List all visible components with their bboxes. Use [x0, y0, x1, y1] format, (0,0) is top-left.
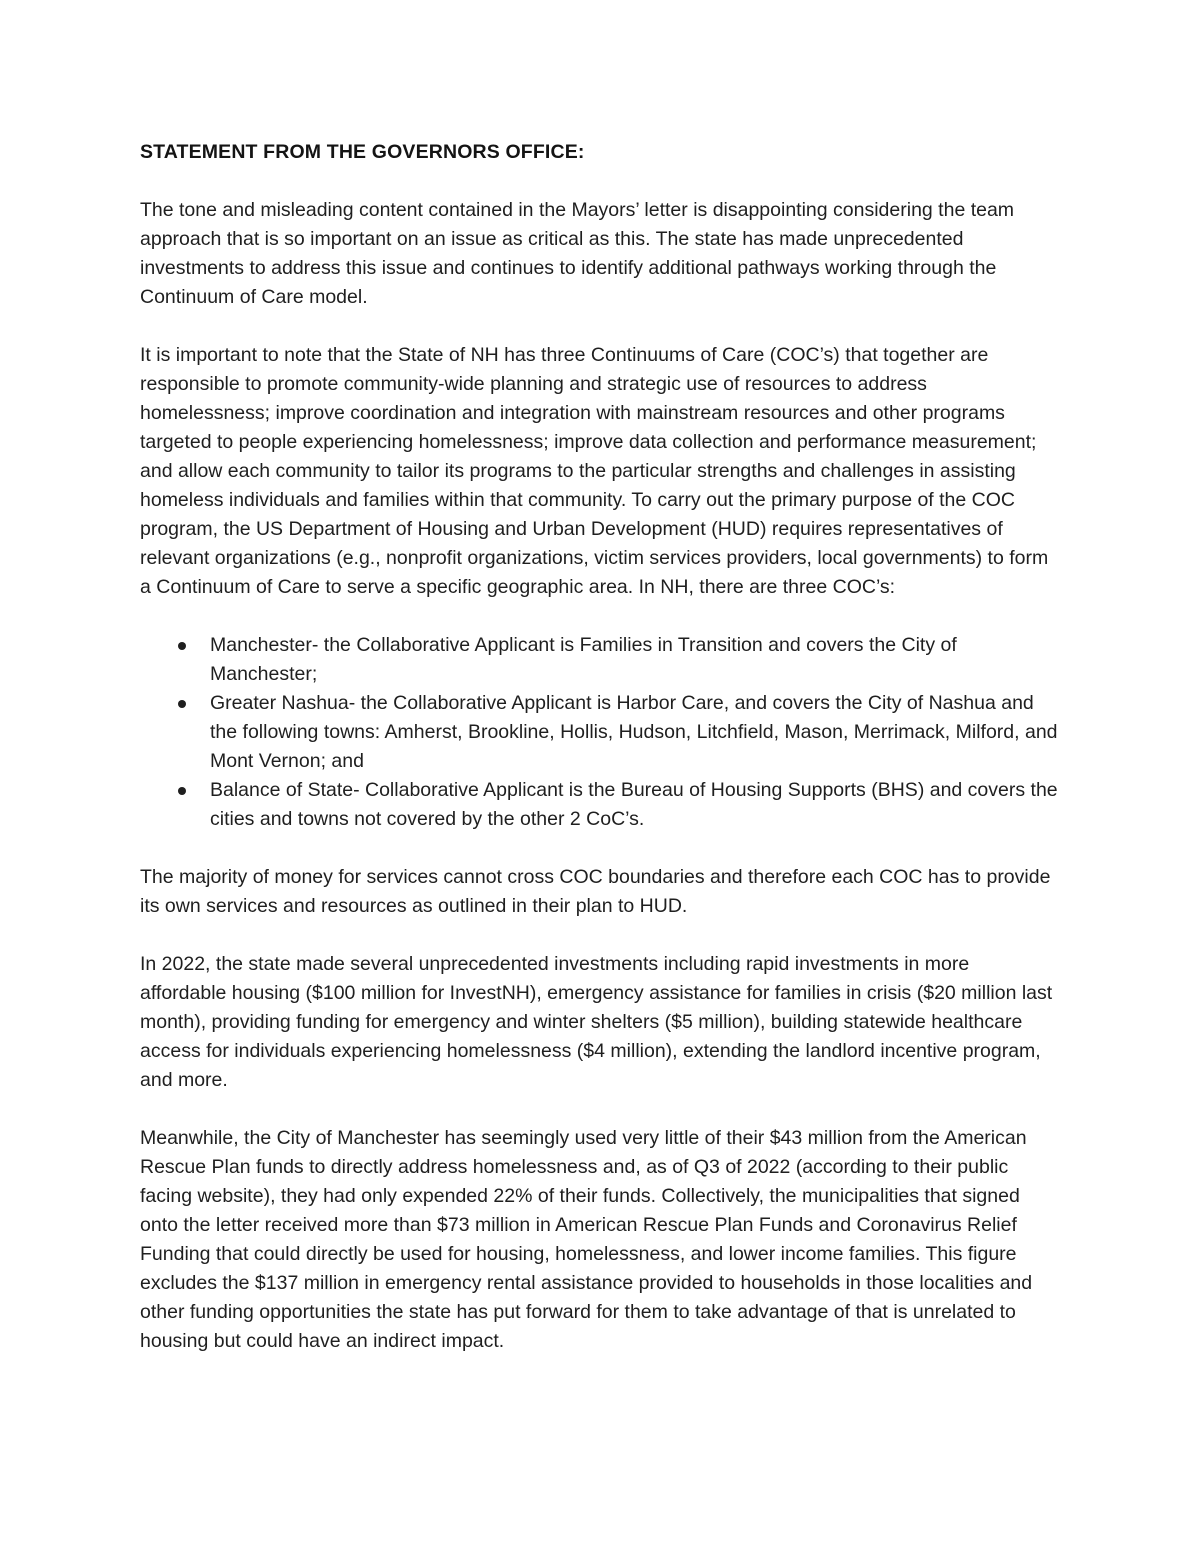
list-item-label: Balance of State- Collaborative Applicant is the Bureau of Housing Supports (BHS) and covers the cities and towns not covered by the other 2 CoC’s.	[210, 779, 1058, 830]
paragraph-manchester-funds: Meanwhile, the City of Manchester has seemingly used very little of their $43 million from the American Rescue Plan funds to directly address homelessness and, as of Q3 of 2022 (according to their public facing website), they had only expended 22% of their funds. Collectively, the municipalities that signed onto the letter received more than $73 million in American Rescue Plan Funds and Coronavirus Relief Funding that could directly be used for housing, homelessness, and lower income families. This figure excludes the $137 million in emergency rental assistance provided to households in those localities and other funding opportunities the state has put forward for them to take advantage of that is unrelated to housing but could have an indirect impact.	[140, 1127, 1033, 1352]
document-body	[140, 138, 1060, 1356]
paragraph-coc-overview: It is important to note that the State of NH has three Continuums of Care (COC’s) that together are responsible to promote community-wide planning and strategic use of resources to address homelessness; improve coordination and integration with mainstream resources and other programs targeted to people experiencing homelessness; improve data collection and performance measurement; and allow each community to tailor its programs to the particular strengths and challenges in assisting homeless individuals and families within that community. To carry out the primary purpose of the COC program, the US Department of Housing and Urban Development (HUD) requires representatives of relevant organizations (e.g., nonprofit organizations, victim services providers, local governments) to form a Continuum of Care to serve a specific geographic area. In NH, there are three COC’s:	[140, 344, 1049, 598]
coc-list	[140, 631, 1060, 834]
list-item-label: Greater Nashua- the Collaborative Applicant is Harbor Care, and covers the City of Nashua and the following towns: Amherst, Brookline, Hollis, Hudson, Litchfield, Mason, Merrimack, Milford, and Mont Vernon; and	[210, 692, 1058, 772]
bullet-icon	[178, 700, 186, 708]
paragraph-intro: The tone and misleading content contained in the Mayors’ letter is disappointing considering the team approach that is so important on an issue as critical as this. The state has made unprecedented investments to address this issue and continues to identify additional pathways working through the Continuum of Care model.	[140, 199, 1015, 308]
list-item	[140, 776, 1060, 834]
paragraph-2022-investments: In 2022, the state made several unprecedented investments including rapid investments in more affordable housing ($100 million for InvestNH), emergency assistance for families in crisis ($20 million last month), providing funding for emergency and winter shelters ($5 million), building statewide healthcare access for individuals experiencing homelessness ($4 million), extending the landlord incentive program, and more.	[140, 953, 1053, 1091]
page-title: STATEMENT FROM THE GOVERNORS OFFICE:	[140, 141, 585, 163]
bullet-icon	[178, 787, 186, 795]
list-item	[140, 689, 1060, 776]
list-item-label: Manchester- the Collaborative Applicant is Families in Transition and covers the City of Manchester;	[210, 634, 957, 685]
list-item	[140, 631, 1060, 689]
bullet-icon	[178, 642, 186, 650]
paragraph-coc-boundaries: The majority of money for services cannot cross COC boundaries and therefore each COC has to provide its own services and resources as outlined in their plan to HUD.	[140, 866, 1051, 917]
